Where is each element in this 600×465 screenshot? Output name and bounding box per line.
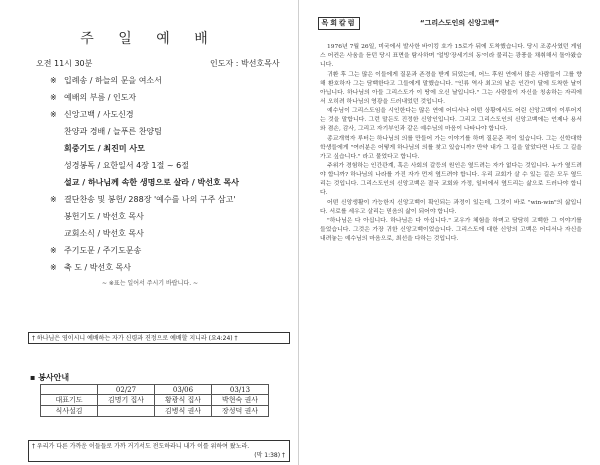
table-cell: 황광식 집사 xyxy=(155,395,212,406)
order-item xyxy=(50,262,290,279)
order-item xyxy=(50,126,290,143)
order-item xyxy=(50,75,290,92)
table-header xyxy=(41,385,98,395)
bottom-verse-box xyxy=(28,440,290,462)
table-cell xyxy=(98,406,155,417)
worship-order-list xyxy=(50,75,290,289)
order-item xyxy=(50,211,290,228)
service-duty-table xyxy=(40,384,269,417)
column-paragraph: 주위가 경험하는 인간관계, 혹은 사회의 갈등의 원인은 옆드려는 자가 없다는 것입니다. 누가 옆드려야 합니까? 하나님의 나라를 가진 자가 먼저 옆드려야 합니다. 우리 교회가 살 수 있는 길은 모두 옆드리는 것입니다. 그리스도인의 신앙고백은 결국 교회와 가정, 일터에서 옆드리는 삶으로 드러나야 합니다. xyxy=(320,163,582,196)
stand-marker: ※ xyxy=(50,93,57,102)
order-item xyxy=(50,177,290,194)
table-cell: 대표기도 xyxy=(41,395,98,406)
order-item xyxy=(50,194,290,211)
stand-marker: ※ xyxy=(50,110,57,119)
table-cell: 식사설김 xyxy=(41,406,98,417)
column-paragraph: 종교개혁자 루터는 하나님의 의를 만들어 가는 이야기를 하며 질문준 적이 있습니다. 그는 신학대학 학생들에게 "여러분은 어떻게 하나님의 의를 찾고 있습니까? 만약 내가 그 길을 알았다면 나도 그 길을 가고 싶습니다." 라고 물었다고 합니다. xyxy=(320,135,582,160)
table-header: 03/06 xyxy=(155,385,212,395)
column-paragraph: 귀환 후 그는 많은 이들에게 질문과 존경을 받게 되었는데, 어느 후원 연에서 많은 사람들이 그를 향해 환호하자 그는 담백한다고 그들에게 말했습니다. "인류 역사 최고의 날은 인간이 달에 도착한 날이 아닙니다. 하나님의 아들 그리스도가 이 땅에 오신 날입니다." 그는 사람들이 자신을 칭송하는 자리에서 오히려 하나님의 영광을 드러내었던 것입니다. xyxy=(320,71,582,105)
order-item-label: 회중기도 / 최진미 사모 xyxy=(64,144,145,153)
order-item-label: 찬양과 경배 / 늘푸른 찬양팀 xyxy=(64,127,162,136)
page-divider xyxy=(298,0,299,465)
stand-marker: ※ xyxy=(50,246,57,255)
standing-note: ~ ※표는 일어서 주시기 바랍니다. ~ xyxy=(101,280,199,287)
column-paragraph: 어떤 신앙생활이 가능한지 신앙고백이 확인되는 과정이 있는데, 그것이 바로 "win-win"의 삶입니다. 서로를 세우고 살리는 믿음의 삶이 되어야 합니다. xyxy=(320,199,582,215)
order-item-label: 주기도문 / 주기도문송 xyxy=(64,246,142,255)
order-item-label: 신앙고백 / 사도신경 xyxy=(64,110,134,119)
order-item-label: 설교 / 하나님께 속한 생명으로 살라 / 박선호 목사 xyxy=(64,178,239,187)
worship-order-page xyxy=(0,0,298,465)
stand-marker: ※ xyxy=(50,195,57,204)
table-cell: 김명기 집사 xyxy=(98,395,155,406)
verse-box: † 하나님은 영이시니 예배하는 자가 신령과 진정으로 예배할 지니라 (요4:24) † xyxy=(28,332,290,344)
order-item-label: 교회소식 / 박선호 목사 xyxy=(64,229,144,238)
column-paragraph: 예수님이 그리스도임을 시인한다는 많은 연에 어디서나 어떤 상황에서도 어린 신앙고백이 이루어지는 것을 말합니다. 그런 말든도 진정한 신앙인입니다. 그리고 그리스도인의 신앙고백에는 언제나 용서와 겸손, 감사, 그리고 자기부인과 같은 예수님의 마음이 나타나야 합니다. xyxy=(320,108,582,132)
service-time: 오전 11시 30분 xyxy=(36,59,93,68)
table-cell: 장성덕 권사 xyxy=(212,406,269,417)
table-header: 03/13 xyxy=(212,385,269,395)
column-paragraph: "하나님은 다 아십니다. 하나님은 다 아십니다." 교우가 체험을 하며고 담담히 고백한 그 이야기를 들었습니다. 그것은 가장 귀한 신앙고백이었습니다. 그리스도에 대한 신앙의 고백은 어디서나 자신을 내려놓는 예수님의 마음으로, 최선을 다하는 것입니다. xyxy=(320,218,582,242)
order-item-label: 성경봉독 / 요한일서 4장 1절 ~ 6절 xyxy=(64,161,189,170)
order-item xyxy=(50,160,290,177)
column-paragraph: 1976년 7월 26일, 미국에서 발사한 바이킹 호가 15로가 뒤에 도착했습니다. 당시 조종사였던 게임스 어컨은 사움을 듣던 당시 표면을 탐사하며 '얼빙'장세기의 동'이라 불리는 광풍을 채취해서 돌아왔습니다. xyxy=(320,44,582,68)
order-item-label: 축 도 / 박선호 목사 xyxy=(64,263,131,272)
service-leader: 인도자 : 박선호목사 xyxy=(210,59,280,68)
column-body xyxy=(320,43,582,245)
table-row xyxy=(41,395,269,406)
order-item-label: 입례송 / 하늘의 문을 여소서 xyxy=(64,76,162,85)
bottom-verse-ref: (막 1:38) † xyxy=(254,452,285,459)
table-header: 02/27 xyxy=(98,385,155,395)
column-badge: 목회칼럼 xyxy=(318,17,360,30)
column-title: “그리스도인의 신앙고백” xyxy=(420,19,500,27)
order-item-label: 결단찬송 및 봉헌/ 288장 '예수를 나의 구주 삼고' xyxy=(64,195,236,204)
order-item-label: 봉헌기도 / 박선호 목사 xyxy=(64,212,144,221)
stand-marker: ※ xyxy=(50,263,57,272)
order-item-label: 예배의 부름 / 인도자 xyxy=(64,93,137,102)
table-cell: 김병식 권사 xyxy=(155,406,212,417)
table-cell: 박현숙 권사 xyxy=(212,395,269,406)
service-duty-title: ▪ 봉사안내 xyxy=(30,373,70,382)
table-row xyxy=(41,406,269,417)
order-item xyxy=(50,245,290,262)
page-title: 주 일 예 배 xyxy=(80,31,218,47)
order-item xyxy=(50,109,290,126)
bottom-verse-text: † 우리가 다른 가까운 이들들로 가까 거기서도 전도하라니 내가 이를 위하여 왔노라. xyxy=(32,443,250,450)
order-item xyxy=(50,143,290,160)
order-item xyxy=(50,92,290,109)
stand-marker: ※ xyxy=(50,76,57,85)
order-item xyxy=(50,228,290,245)
